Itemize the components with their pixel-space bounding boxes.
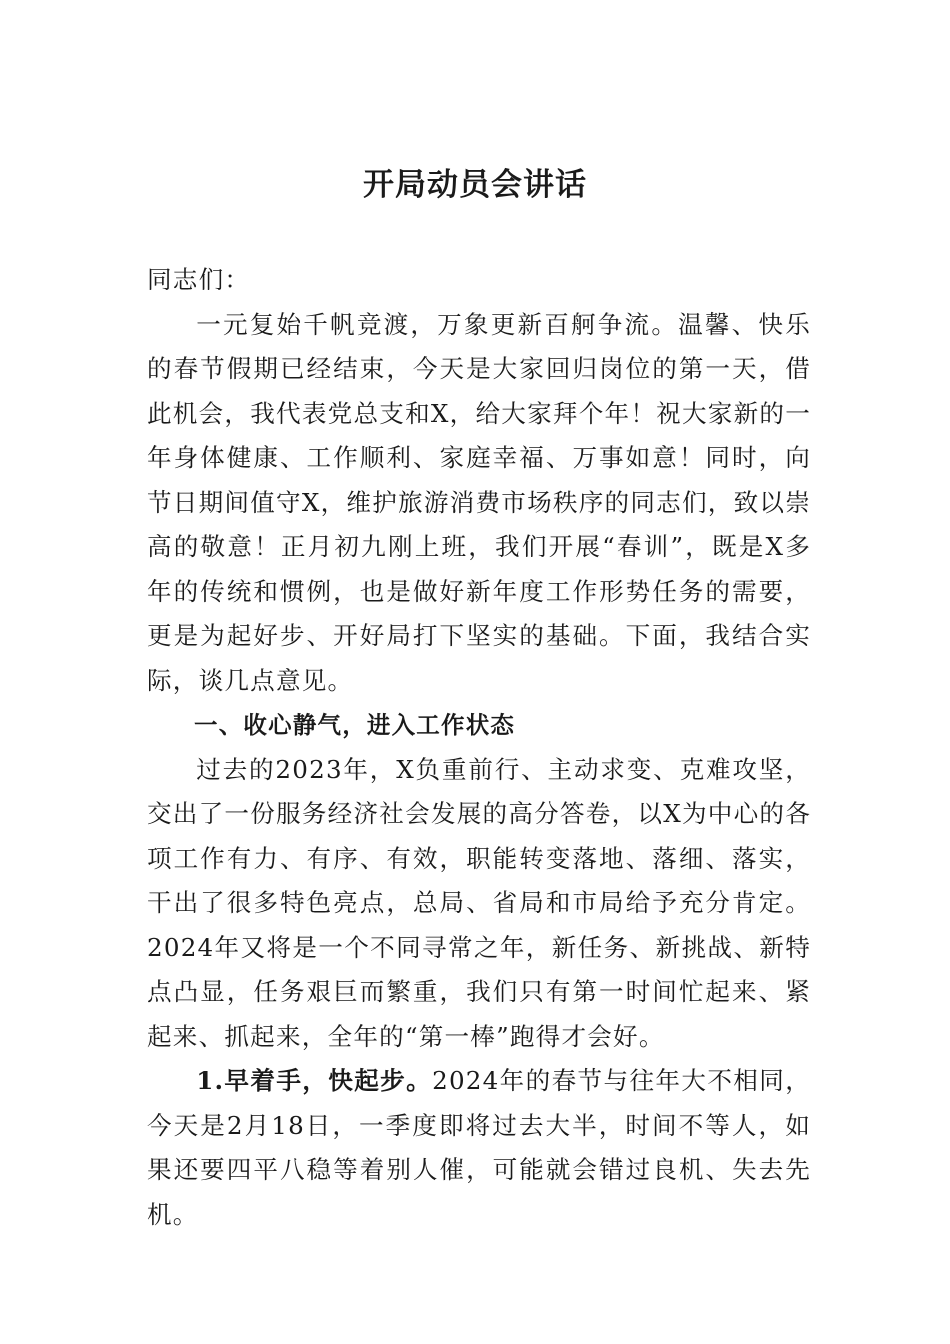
- paragraph-review: 过去的2023年，X负重前行、主动求变、克难攻坚，交出了一份服务经济社会发展的高分答卷，以X为中心的各项工作有力、有序、有效，职能转变落地、落细、落实，干出了很多特色亮点，总局、省局和市局给予充分肯定。2024年又将是一个不同寻常之年，新任务、新挑战、新特点凸显，任务艰巨而繁重，我们只有第一时间忙起来、紧起来、抓起来，全年的“第一棒”跑得才会好。: [147, 754, 811, 1051]
- point-1-text: 2024年的春节与往年大不相同，今天是2月18日，一季度即将过去大半，时间不等人，如果还要四平八稳等着别人催，可能就会错过良机、失去先机。: [147, 1066, 811, 1229]
- point-1-lead: 1.早着手，快起步。: [196, 1066, 433, 1095]
- salutation: 同志们：: [147, 265, 251, 294]
- document-title: 开局动员会讲话: [363, 167, 587, 203]
- paragraph-opening: 一元复始千帆竞渡，万象更新百舸争流。温馨、快乐的春节假期已经结束，今天是大家回归岗位的第一天，借此机会，我代表党总支和X，给大家拜个年！祝大家新的一年身体健康、工作顺利、家庭幸福、万事如意！同时，向节日期间值守X，维护旅游消费市场秩序的同志们，致以崇高的敬意！正月初九刚上班，我们开展“春训”，既是X多年的传统和惯例，也是做好新年度工作形势任务的需要，更是为起好步、开好局打下坚实的基础。下面，我结合实际，谈几点意见。: [147, 309, 811, 695]
- paragraph-point-1: [147, 1059, 811, 1237]
- section-heading-1: 一、收心静气，进入工作状态: [194, 711, 516, 739]
- document-body: [147, 258, 811, 1237]
